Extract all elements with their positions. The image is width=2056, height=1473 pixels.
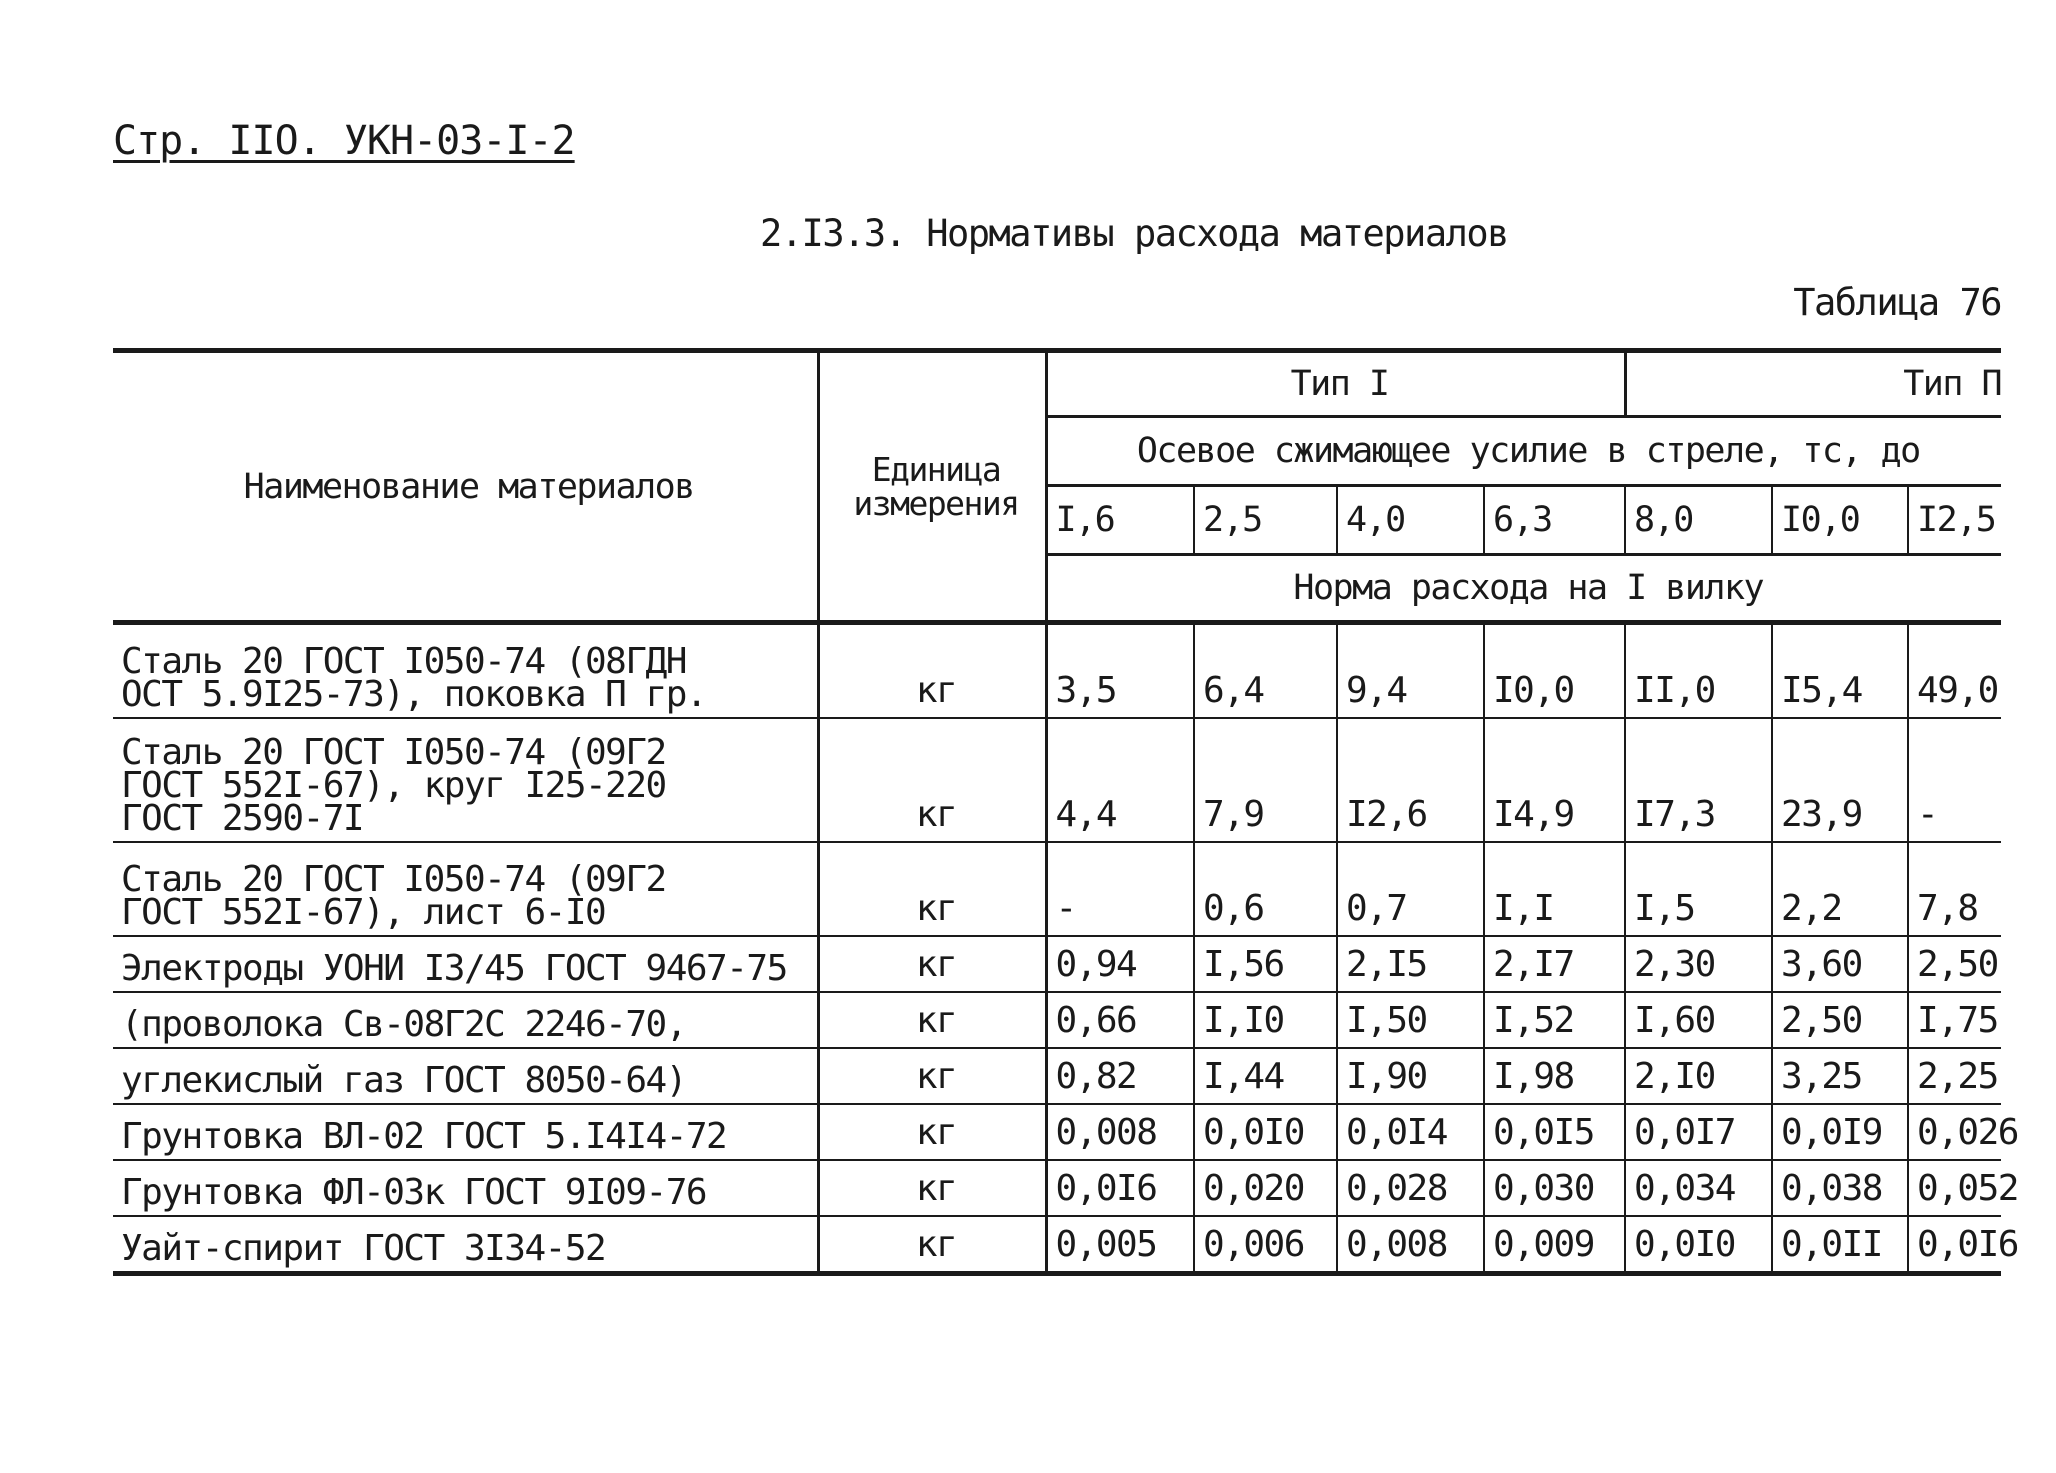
norm-value-cell: 0,0I0 — [1625, 1216, 1772, 1274]
material-name-line: Электроды УОНИ I3/45 ГОСТ 9467-75 — [121, 948, 787, 989]
material-name-cell — [113, 842, 818, 936]
table-row — [113, 1048, 2001, 1104]
norm-value-cell: I4,9 — [1484, 718, 1625, 842]
unit-cell: кг — [818, 1048, 1046, 1104]
header-unit — [818, 351, 1046, 623]
norm-value-cell: I,56 — [1194, 936, 1337, 992]
norm-value-cell: 0,0I0 — [1194, 1104, 1337, 1160]
norm-value-cell: 0,006 — [1194, 1216, 1337, 1274]
norm-value-cell: 7,8 — [1908, 842, 2001, 936]
norm-value-cell: I,75 — [1908, 992, 2001, 1048]
material-name-line: Грунтовка ВЛ-02 ГОСТ 5.I4I4-72 — [121, 1116, 727, 1157]
table-row — [113, 1104, 2001, 1160]
norm-value-cell: 0,0I7 — [1625, 1104, 1772, 1160]
norm-value-cell: 49,0 — [1908, 623, 2001, 719]
table-row — [113, 992, 2001, 1048]
unit-cell: кг — [818, 623, 1046, 719]
header-type-2: Тип П — [1625, 351, 2001, 417]
norm-value-cell: I,60 — [1625, 992, 1772, 1048]
norm-value-cell: I,98 — [1484, 1048, 1625, 1104]
norm-value-cell: 2,I7 — [1484, 936, 1625, 992]
material-name-line: Сталь 20 ГОСТ I050-74 (09Г2 — [121, 732, 666, 773]
norm-value-cell: 0,0I6 — [1908, 1216, 2001, 1274]
table-row — [113, 1160, 2001, 1216]
norm-value-cell: I,I — [1484, 842, 1625, 936]
norm-value-cell: I0,0 — [1484, 623, 1625, 719]
table-row — [113, 718, 2001, 842]
norm-value-cell: 0,0I4 — [1337, 1104, 1484, 1160]
header-capacity-cell: I2,5 — [1908, 486, 2001, 555]
norm-value-cell: 2,25 — [1908, 1048, 2001, 1104]
header-capacity-cell: I0,0 — [1772, 486, 1908, 555]
table-row — [113, 1216, 2001, 1274]
norm-value-cell: II,0 — [1625, 623, 1772, 719]
section-title: 2.I3.3. Нормативы расхода материалов — [760, 212, 1508, 255]
norm-value-cell: 6,4 — [1194, 623, 1337, 719]
norm-value-cell: - — [1046, 842, 1194, 936]
materials-norms-table — [113, 348, 2018, 1276]
table-row — [113, 623, 2001, 719]
unit-cell: кг — [818, 992, 1046, 1048]
unit-cell: кг — [818, 936, 1046, 992]
header-capacity-cell: I,6 — [1046, 486, 1194, 555]
norm-value-cell: 0,030 — [1484, 1160, 1625, 1216]
table-body — [113, 623, 2018, 1274]
material-name-cell — [113, 936, 818, 992]
norm-value-cell: - — [1908, 718, 2001, 842]
material-name-cell — [113, 718, 818, 842]
norm-value-cell: 0,94 — [1046, 936, 1194, 992]
material-name-line: Уайт-спирит ГОСТ 3I34-52 — [121, 1228, 606, 1269]
unit-cell: кг — [818, 1216, 1046, 1274]
page-header: Стр. IIO. УКН-03-I-2 — [113, 118, 575, 164]
norm-value-cell: 0,009 — [1484, 1216, 1625, 1274]
norm-value-cell: 0,0II — [1772, 1216, 1908, 1274]
table-row — [113, 842, 2001, 936]
norm-value-cell: 0,0I9 — [1772, 1104, 1908, 1160]
material-name-line: (проволока Св-08Г2С 2246-70, — [121, 1004, 686, 1045]
material-name-cell — [113, 623, 818, 719]
material-name-line: ГОСТ 2590-7I — [121, 798, 364, 839]
norm-value-cell: I2,6 — [1337, 718, 1484, 842]
norm-value-cell: 0,66 — [1046, 992, 1194, 1048]
norm-value-cell: I,90 — [1337, 1048, 1484, 1104]
material-name-line: Грунтовка ФЛ-03к ГОСТ 9I09-76 — [121, 1172, 707, 1213]
material-name-line: ГОСТ 552I-67), круг I25-220 — [121, 765, 666, 806]
header-capacity-cell: 2,5 — [1194, 486, 1337, 555]
table-label: Таблица 76 — [1793, 281, 2001, 324]
norm-value-cell: 3,25 — [1772, 1048, 1908, 1104]
header-capacity-cell: 6,3 — [1484, 486, 1625, 555]
header-material-name: Наименование материалов — [113, 351, 818, 623]
material-name-cell — [113, 992, 818, 1048]
header-consumption-norm: Норма расхода на I вилку — [1046, 555, 2001, 623]
material-name-cell — [113, 1048, 818, 1104]
norm-value-cell: 3,5 — [1046, 623, 1194, 719]
norm-value-cell: 0,7 — [1337, 842, 1484, 936]
norm-value-cell: 2,I0 — [1625, 1048, 1772, 1104]
unit-cell: кг — [818, 1160, 1046, 1216]
header-unit-line2: измерения — [853, 483, 1019, 523]
norm-value-cell: I,50 — [1337, 992, 1484, 1048]
header-type-1: Тип I — [1046, 351, 1625, 417]
material-name-line: ГОСТ 552I-67), лист 6-I0 — [121, 892, 606, 933]
norm-value-cell: 2,50 — [1772, 992, 1908, 1048]
norm-value-cell: I7,3 — [1625, 718, 1772, 842]
norm-value-cell: 0,005 — [1046, 1216, 1194, 1274]
norm-value-cell: 23,9 — [1772, 718, 1908, 842]
norm-value-cell: 2,2 — [1772, 842, 1908, 936]
material-name-cell — [113, 1104, 818, 1160]
header-capacity-cell: 4,0 — [1337, 486, 1484, 555]
norm-value-cell: 2,30 — [1625, 936, 1772, 992]
norm-value-cell: 0,0I5 — [1484, 1104, 1625, 1160]
norm-value-cell: 0,82 — [1046, 1048, 1194, 1104]
norm-value-cell: 0,6 — [1194, 842, 1337, 936]
unit-cell: кг — [818, 842, 1046, 936]
norm-value-cell: I,I0 — [1194, 992, 1337, 1048]
table-row — [113, 936, 2001, 992]
unit-cell: кг — [818, 718, 1046, 842]
norm-value-cell: 0,008 — [1046, 1104, 1194, 1160]
unit-cell: кг — [818, 1104, 1046, 1160]
material-name-line: ОСТ 5.9I25-73), поковка П гр. — [121, 674, 707, 715]
material-name-line: Сталь 20 ГОСТ I050-74 (09Г2 — [121, 859, 666, 900]
header-axial-force: Осевое сжимающее усилие в стреле, тс, до — [1046, 417, 2001, 486]
material-name-cell — [113, 1216, 818, 1274]
norm-value-cell: 4,4 — [1046, 718, 1194, 842]
material-name-line: углекислый газ ГОСТ 8050-64) — [121, 1060, 686, 1101]
header-capacity-cell: 8,0 — [1625, 486, 1772, 555]
norm-value-cell: I,52 — [1484, 992, 1625, 1048]
norm-value-cell: 9,4 — [1337, 623, 1484, 719]
material-name-cell — [113, 1160, 818, 1216]
norm-value-cell: 0,038 — [1772, 1160, 1908, 1216]
header-unit-line1: Единица — [871, 449, 1001, 489]
norm-value-cell: 0,034 — [1625, 1160, 1772, 1216]
norm-value-cell: 0,052 — [1908, 1160, 2001, 1216]
norm-value-cell: 0,028 — [1337, 1160, 1484, 1216]
norm-value-cell: 0,026 — [1908, 1104, 2001, 1160]
norm-value-cell: 0,008 — [1337, 1216, 1484, 1274]
norm-value-cell: I,44 — [1194, 1048, 1337, 1104]
norm-value-cell: 0,020 — [1194, 1160, 1337, 1216]
norm-value-cell: 7,9 — [1194, 718, 1337, 842]
norm-value-cell: 3,60 — [1772, 936, 1908, 992]
norm-value-cell: 2,50 — [1908, 936, 2001, 992]
norm-value-cell: 0,0I6 — [1046, 1160, 1194, 1216]
material-name-line: Сталь 20 ГОСТ I050-74 (08ГДН — [121, 641, 686, 682]
norm-value-cell: I,5 — [1625, 842, 1772, 936]
norm-value-cell: 2,I5 — [1337, 936, 1484, 992]
norm-value-cell: I5,4 — [1772, 623, 1908, 719]
